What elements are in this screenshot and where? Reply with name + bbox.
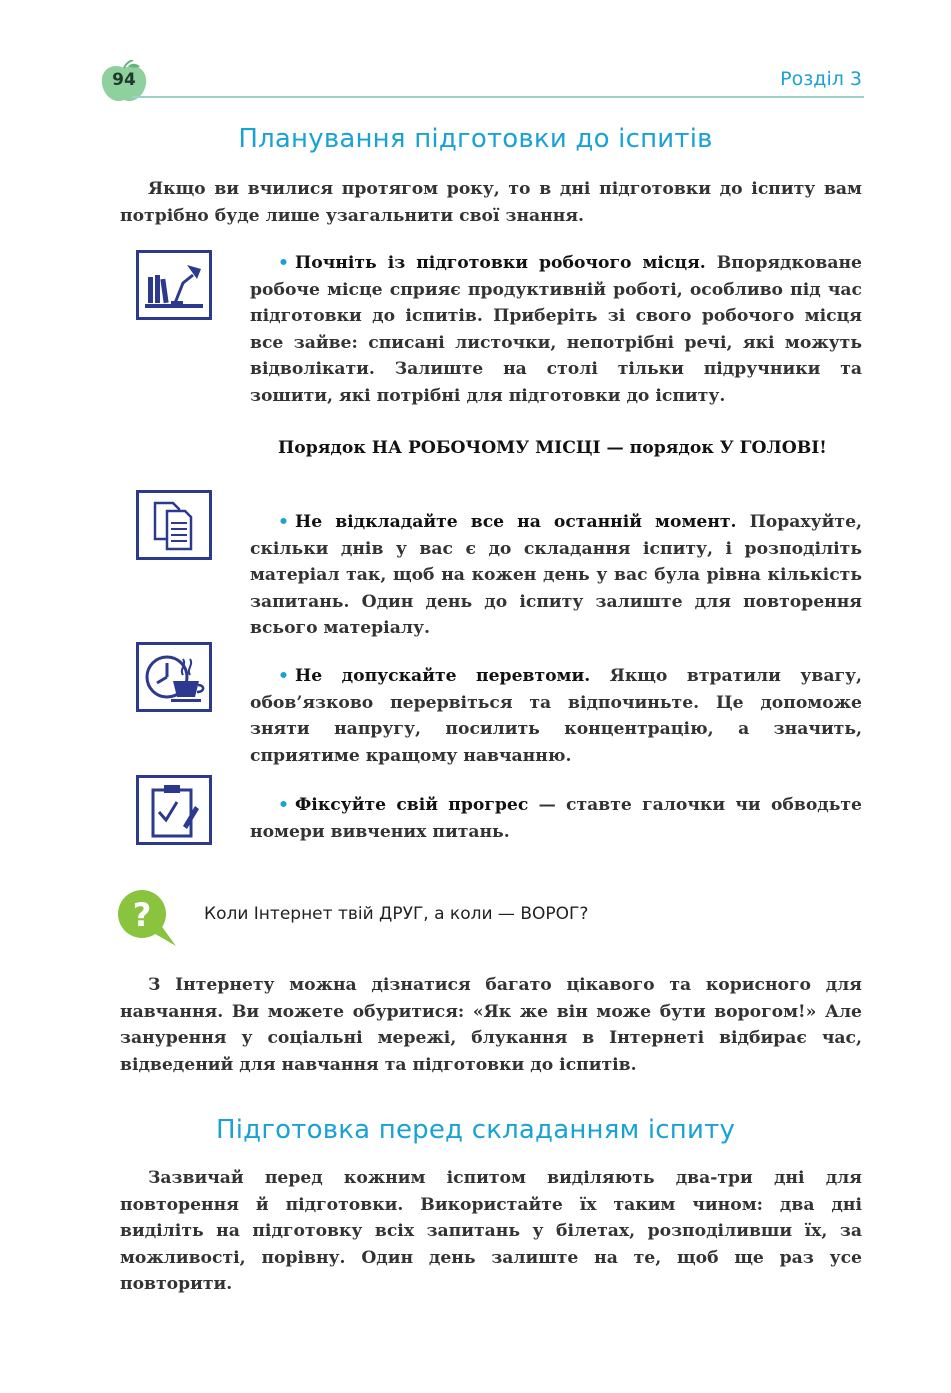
tip-text: — ставте галочки чи обводьте номери вивчених питань. [250, 795, 862, 842]
documents-icon [136, 490, 212, 560]
clock-coffee-icon [136, 642, 212, 712]
question-text: Коли Інтернет твій ДРУГ, а коли — ВОРОГ? [204, 904, 589, 924]
motto: Порядок НА РОБОЧОМУ МІСЦІ — порядок У ГОЛОВІ! [278, 438, 827, 458]
tip-rest [250, 663, 862, 769]
tip-lead: Почніть із підготовки робочого місця. [295, 253, 706, 273]
section-title-planning: Планування підготовки до іспитів [238, 124, 713, 154]
bullet-icon: • [278, 253, 289, 273]
desk-lamp-books-icon [136, 250, 212, 320]
section-label: Розділ 3 [780, 68, 862, 90]
tip-progress [250, 792, 862, 845]
tip-text: Впорядковане робоче місце сприяє продуктивній роботі, особливо під час підготовки до іспитів. Приберіть зі свого робочого місця все зайве: списані листочки, непотрібні речі, які можуть відволікати. Залиште на столі тільки підручники та зошити, які потрібні для підготовки до іспиту. [250, 253, 862, 406]
section-title-preparation: Підготовка перед складанням іспиту [215, 1115, 736, 1145]
preparation-paragraph: Зазвичай перед кожним іспитом виділяють два-три дні для повторення й підготовки. Використайте їх таким чином: два дні виділіть на підготовку всіх запитань у білетах, розподіливши їх, за можливості, порівну. Один день залиште на те, щоб ще раз усе повторити. [120, 1168, 862, 1294]
bullet-icon: • [278, 795, 289, 815]
question-bubble-icon [116, 888, 178, 948]
tip-planning [250, 509, 862, 642]
clipboard-check-icon [136, 775, 212, 845]
header-divider [132, 96, 864, 98]
svg-text:?: ? [132, 896, 152, 934]
tip-lead: Не допускайте перевтоми. [295, 666, 591, 686]
page-number: 94 [112, 70, 136, 90]
tip-lead: Фіксуйте свій прогрес [295, 795, 529, 815]
tip-lead: Не відкладайте все на останній момент. [295, 512, 737, 532]
bullet-icon: • [278, 512, 289, 532]
bullet-icon: • [278, 666, 289, 686]
tip-text: Якщо втратили увагу, обов’язково перервіться та відпочиньте. Це допоможе зняти напругу, посилить концентрацію, а значить, сприятиме кращому навчанню. [250, 666, 862, 766]
tip-workplace [250, 250, 862, 409]
tip-text: Порахуйте, скільки днів у вас є до складання іспиту, і розподіліть матеріал так, щоб на кожен день у вас була рівна кількість запитань. Один день до іспиту залиште для повторення всього матеріалу. [250, 512, 862, 638]
internet-paragraph: З Інтернету можна дізнатися багато цікавого та корисного для навчання. Ви можете обуритися: «Як же він може бути ворогом!» Але занурення у соціальні мережі, блукання в Інтернеті відбирає час, відведений для навчання та підготовки до іспитів. [120, 975, 862, 1075]
intro-paragraph: Якщо ви вчилися протягом року, то в дні підготовки до іспиту вам потрібно буде лише узагальнити свої знання. [120, 179, 862, 226]
